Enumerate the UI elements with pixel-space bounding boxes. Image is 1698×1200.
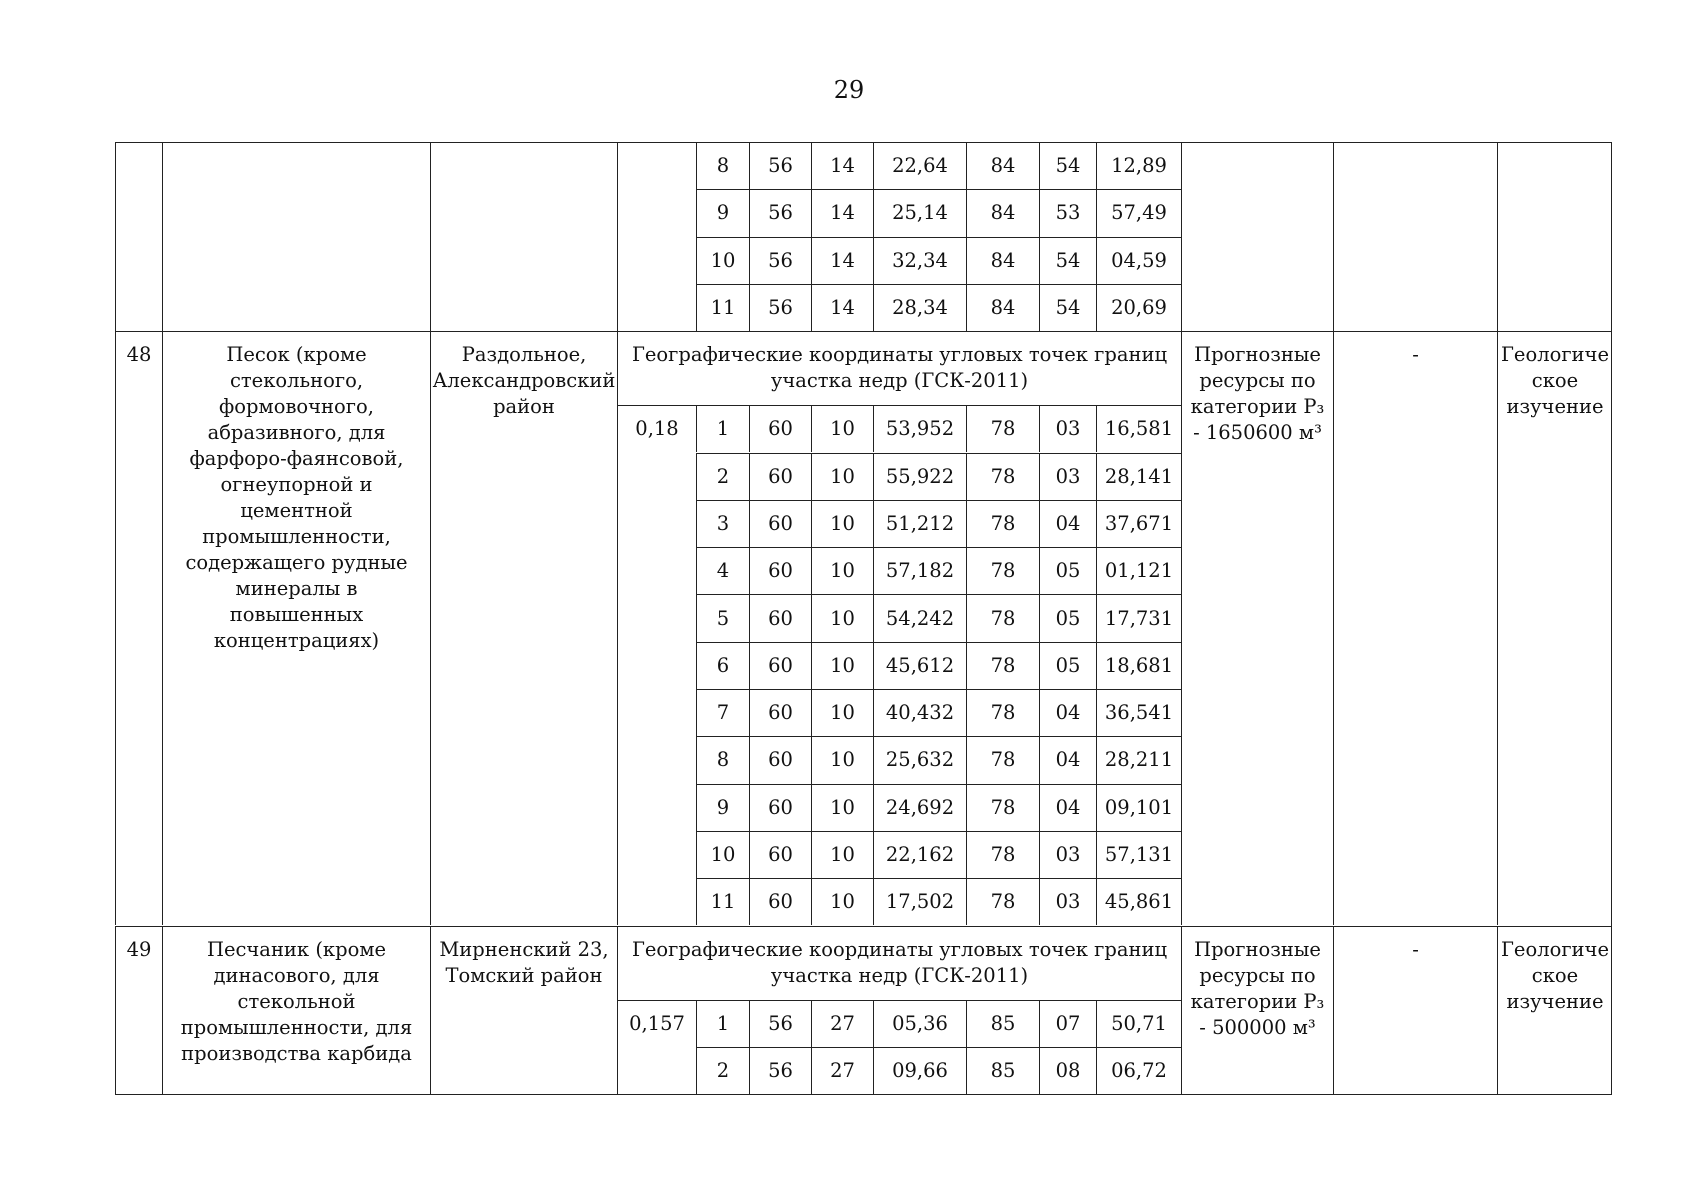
lon-sec: 50,71 [1096, 1000, 1181, 1047]
lat-sec: 45,612 [873, 642, 966, 689]
lon-min: 03 [1039, 453, 1096, 500]
purpose: Геологиче ское изучение [1497, 926, 1612, 1095]
lon-deg: 85 [966, 1047, 1039, 1094]
lon-sec: 17,731 [1096, 594, 1181, 641]
lat-min: 10 [811, 405, 873, 452]
lat-min: 10 [811, 831, 873, 878]
lon-sec: 37,671 [1096, 500, 1181, 547]
dash-cell: - [1333, 926, 1497, 1095]
lat-sec: 25,632 [873, 736, 966, 783]
lon-sec: 12,89 [1096, 142, 1181, 189]
lat-min: 10 [811, 500, 873, 547]
lat-sec: 40,432 [873, 689, 966, 736]
lon-deg: 78 [966, 689, 1039, 736]
lon-sec: 06,72 [1096, 1047, 1181, 1094]
point-number: 9 [696, 189, 749, 236]
lon-deg: 78 [966, 500, 1039, 547]
lat-min: 10 [811, 878, 873, 925]
mineral-cell-empty [162, 142, 430, 331]
row-number: 49 [115, 926, 162, 1095]
lat-min: 14 [811, 284, 873, 331]
resources-cell-empty [1181, 142, 1333, 331]
point-number: 10 [696, 831, 749, 878]
lat-min: 10 [811, 642, 873, 689]
lat-sec: 25,14 [873, 189, 966, 236]
lon-sec: 57,131 [1096, 831, 1181, 878]
lon-min: 54 [1039, 284, 1096, 331]
lon-deg: 78 [966, 453, 1039, 500]
lat-min: 27 [811, 1000, 873, 1047]
point-number: 11 [696, 878, 749, 925]
area-value: 0,157 [617, 1000, 696, 1095]
lat-deg: 60 [749, 594, 811, 641]
lat-sec: 22,64 [873, 142, 966, 189]
lon-sec: 36,541 [1096, 689, 1181, 736]
mineral-name: Песчаник (кроме динасового, для стекольной промышленности, для производства карбида [162, 926, 430, 1095]
dash-cell: - [1333, 331, 1497, 925]
lat-deg: 56 [749, 189, 811, 236]
area-cell-empty [617, 142, 696, 331]
resources: Прогнозные ресурсы по категории Р₃ - 500000 м³ [1181, 926, 1333, 1095]
lon-sec: 18,681 [1096, 642, 1181, 689]
lon-deg: 78 [966, 547, 1039, 594]
lat-min: 10 [811, 736, 873, 783]
lon-sec: 09,101 [1096, 784, 1181, 831]
point-number: 11 [696, 284, 749, 331]
lon-sec: 45,861 [1096, 878, 1181, 925]
lat-deg: 56 [749, 284, 811, 331]
lat-deg: 60 [749, 736, 811, 783]
lon-sec: 28,141 [1096, 453, 1181, 500]
lat-deg: 56 [749, 1000, 811, 1047]
lat-min: 10 [811, 453, 873, 500]
lon-deg: 84 [966, 142, 1039, 189]
lat-min: 10 [811, 594, 873, 641]
dash-cell-empty [1333, 142, 1497, 331]
lon-min: 03 [1039, 831, 1096, 878]
lat-deg: 60 [749, 878, 811, 925]
lat-sec: 55,922 [873, 453, 966, 500]
lon-min: 54 [1039, 237, 1096, 284]
point-number: 10 [696, 237, 749, 284]
lon-deg: 78 [966, 784, 1039, 831]
point-number: 4 [696, 547, 749, 594]
lon-deg: 78 [966, 878, 1039, 925]
lat-min: 14 [811, 189, 873, 236]
lat-min: 14 [811, 237, 873, 284]
lat-sec: 28,34 [873, 284, 966, 331]
point-number: 8 [696, 736, 749, 783]
lat-sec: 09,66 [873, 1047, 966, 1094]
lat-min: 10 [811, 784, 873, 831]
area-value: 0,18 [617, 405, 696, 925]
lon-min: 07 [1039, 1000, 1096, 1047]
lat-sec: 24,692 [873, 784, 966, 831]
purpose: Геологиче ское изучение [1497, 331, 1612, 925]
lon-min: 04 [1039, 500, 1096, 547]
lon-min: 05 [1039, 594, 1096, 641]
coord-header: Географические координаты угловых точек границ участка недр (ГСК-2011) [617, 926, 1181, 1000]
lat-deg: 60 [749, 547, 811, 594]
lat-sec: 57,182 [873, 547, 966, 594]
point-number: 5 [696, 594, 749, 641]
lon-deg: 84 [966, 237, 1039, 284]
lat-sec: 51,212 [873, 500, 966, 547]
lon-sec: 01,121 [1096, 547, 1181, 594]
point-number: 2 [696, 1047, 749, 1094]
lon-deg: 78 [966, 831, 1039, 878]
location: Раздольное, Александровский район [430, 331, 617, 925]
lat-deg: 60 [749, 831, 811, 878]
location-cell-empty [430, 142, 617, 331]
point-number: 8 [696, 142, 749, 189]
lat-sec: 17,502 [873, 878, 966, 925]
lat-min: 10 [811, 547, 873, 594]
lon-sec: 04,59 [1096, 237, 1181, 284]
lon-min: 05 [1039, 642, 1096, 689]
page-number: 29 [833, 76, 865, 104]
point-number: 1 [696, 405, 749, 452]
lon-min: 04 [1039, 689, 1096, 736]
lon-sec: 16,581 [1096, 405, 1181, 452]
lat-sec: 22,162 [873, 831, 966, 878]
lat-sec: 54,242 [873, 594, 966, 641]
location: Мирненский 23, Томский район [430, 926, 617, 1095]
point-number: 3 [696, 500, 749, 547]
lat-deg: 56 [749, 237, 811, 284]
lat-deg: 60 [749, 784, 811, 831]
purpose-cell-empty [1497, 142, 1612, 331]
lat-sec: 05,36 [873, 1000, 966, 1047]
lon-min: 08 [1039, 1047, 1096, 1094]
mineral-name: Песок (кроме стекольного, формовочного, абразивного, для фарфоро-фаянсовой, огнеупорной и цементной промышленности, содержащего рудные минералы в повышенных концентрациях) [162, 331, 430, 925]
lat-deg: 60 [749, 689, 811, 736]
resource-table [115, 142, 1612, 1095]
row-number: 48 [115, 331, 162, 925]
lat-min: 10 [811, 689, 873, 736]
lon-deg: 78 [966, 736, 1039, 783]
num-cell-empty [115, 142, 162, 331]
lon-deg: 84 [966, 189, 1039, 236]
point-number: 7 [696, 689, 749, 736]
lon-deg: 78 [966, 405, 1039, 452]
lon-deg: 78 [966, 594, 1039, 641]
lat-deg: 60 [749, 642, 811, 689]
point-number: 2 [696, 453, 749, 500]
lon-min: 04 [1039, 784, 1096, 831]
lat-deg: 56 [749, 1047, 811, 1094]
lon-min: 53 [1039, 189, 1096, 236]
lon-sec: 20,69 [1096, 284, 1181, 331]
lon-deg: 84 [966, 284, 1039, 331]
point-number: 6 [696, 642, 749, 689]
lon-deg: 78 [966, 642, 1039, 689]
lon-min: 03 [1039, 405, 1096, 452]
lon-sec: 28,211 [1096, 736, 1181, 783]
resources: Прогнозные ресурсы по категории Р₃ - 1650600 м³ [1181, 331, 1333, 925]
lat-deg: 60 [749, 405, 811, 452]
lat-deg: 60 [749, 453, 811, 500]
lon-min: 54 [1039, 142, 1096, 189]
lat-min: 14 [811, 142, 873, 189]
lat-sec: 53,952 [873, 405, 966, 452]
lon-deg: 85 [966, 1000, 1039, 1047]
lat-deg: 56 [749, 142, 811, 189]
lon-min: 04 [1039, 736, 1096, 783]
lat-sec: 32,34 [873, 237, 966, 284]
coord-header: Географические координаты угловых точек границ участка недр (ГСК-2011) [617, 331, 1181, 405]
point-number: 1 [696, 1000, 749, 1047]
point-number: 9 [696, 784, 749, 831]
lon-min: 05 [1039, 547, 1096, 594]
lat-min: 27 [811, 1047, 873, 1094]
lat-deg: 60 [749, 500, 811, 547]
lon-sec: 57,49 [1096, 189, 1181, 236]
lon-min: 03 [1039, 878, 1096, 925]
